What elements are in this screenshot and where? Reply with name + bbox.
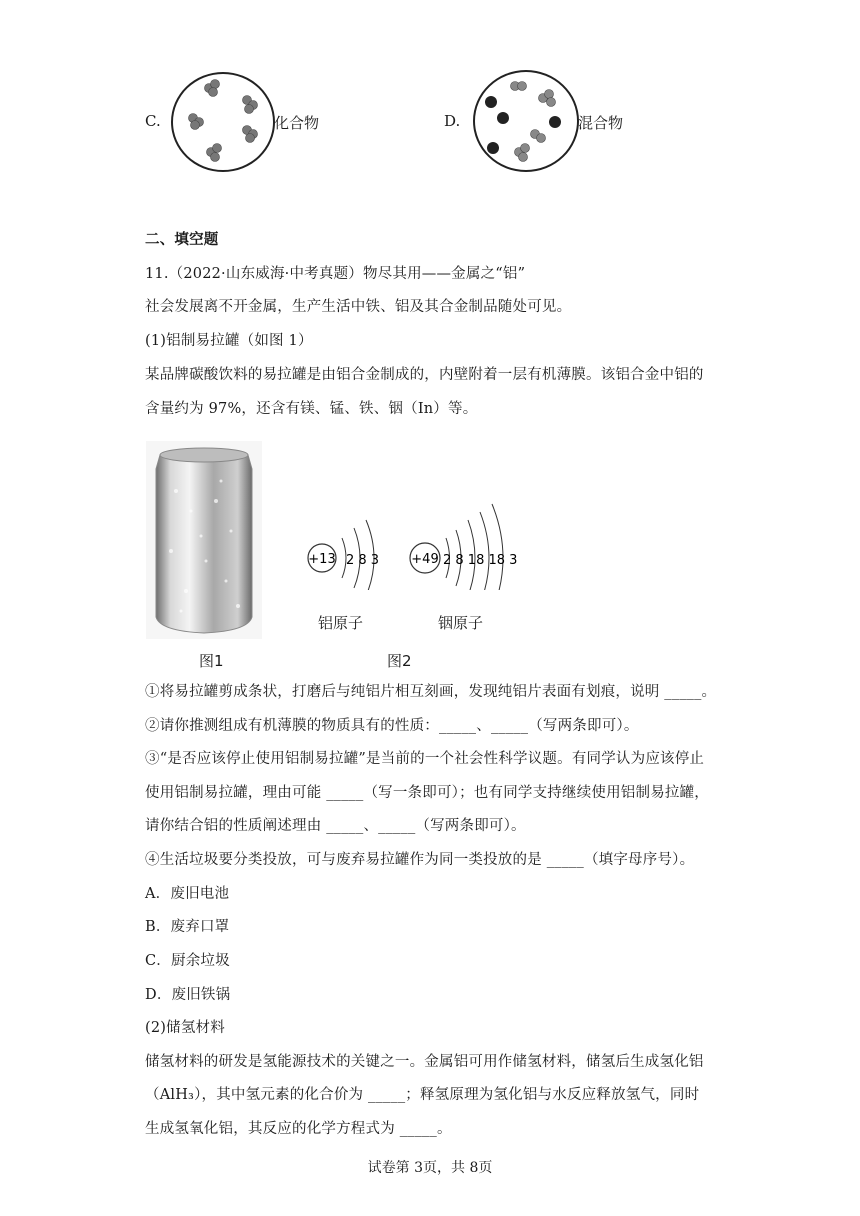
in-nucleus-label: +49: [411, 552, 439, 567]
option-d-letter: D.: [444, 112, 461, 130]
figure-1-can-image: [146, 441, 262, 639]
item-3-line2: 使用铝制易拉罐，理由可能 _____（写一条即可）；也有同学支持继续使用铝制易拉罐，: [145, 785, 710, 801]
in-atom-name: 铟原子: [438, 614, 484, 632]
choice-c: C．厨余垃圾: [145, 953, 230, 969]
part1-desc-line1: 某品牌碳酸饮料的易拉罐是由铝合金制成的，内壁附着一层有机薄膜。该铝合金中铝的: [145, 367, 704, 383]
part1-desc-line2: 含量约为 97%，还含有镁、锰、铁、铟（In）等。: [145, 401, 478, 417]
item-4: ④生活垃圾要分类投放，可与废弃易拉罐作为同一类投放的是 _____（填字母序号）。: [145, 852, 695, 868]
al-atom-name: 铝原子: [318, 614, 364, 632]
option-d-particle-diagram: [473, 70, 579, 172]
figure-2-atom-diagrams: [300, 480, 530, 590]
part2-line1: 储氢材料的研发是氢能源技术的关键之一。金属铝可用作储氢材料，储氢后生成氢化铝: [145, 1054, 704, 1070]
item-3-line3: 请你结合铝的性质阐述理由 _____、_____（写两条即可）。: [145, 818, 526, 834]
question-header: 11.（2022·山东威海·中考真题）物尽其用——金属之“铝”: [145, 266, 526, 282]
choice-a: A．废旧电池: [145, 886, 230, 902]
al-nucleus-label: +13: [308, 552, 336, 567]
option-c-letter: C.: [145, 112, 161, 130]
option-c-particle-diagram: [171, 72, 275, 172]
mixture-molecules-icon: [475, 72, 577, 170]
section-heading: 二、填空题: [145, 231, 219, 248]
figure-1-label: 图1: [199, 652, 224, 670]
question-intro: 社会发展离不开金属，生产生活中铁、铝及其合金制品随处可见。: [145, 299, 572, 315]
option-c-text: 化合物: [274, 114, 320, 132]
figure-2-label: 图2: [387, 652, 412, 670]
in-shells-label: 2 8 18 18 3: [443, 553, 518, 568]
compound-molecules-icon: [173, 74, 273, 170]
item-2: ②请你推测组成有机薄膜的物质具有的性质：_____、_____（写两条即可）。: [145, 718, 639, 734]
choice-b: B．废弃口罩: [145, 919, 230, 935]
item-3-line1: ③“是否应该停止使用铝制易拉罐”是当前的一个社会性科学议题。有同学认为应该停止: [145, 751, 705, 767]
item-1: ①将易拉罐剪成条状，打磨后与纯铝片相互刻画，发现纯铝片表面有划痕，说明 _____。: [145, 684, 717, 700]
part2-title: (2)储氢材料: [145, 1020, 225, 1036]
part2-line2: （AlH₃），其中氢元素的化合价为 _____；释氢原理为氢化铝与水反应释放氢气，同时: [145, 1087, 700, 1103]
part1-title: (1)铝制易拉罐（如图 1）: [145, 333, 313, 349]
choice-d: D．废旧铁锅: [145, 987, 231, 1003]
page-footer: 试卷第 3页，共 8页: [367, 1160, 493, 1176]
option-d-text: 混合物: [578, 114, 624, 132]
al-shells-label: 2 8 3: [346, 553, 380, 568]
part2-line3: 生成氢氧化铝，其反应的化学方程式为 _____。: [145, 1121, 452, 1137]
